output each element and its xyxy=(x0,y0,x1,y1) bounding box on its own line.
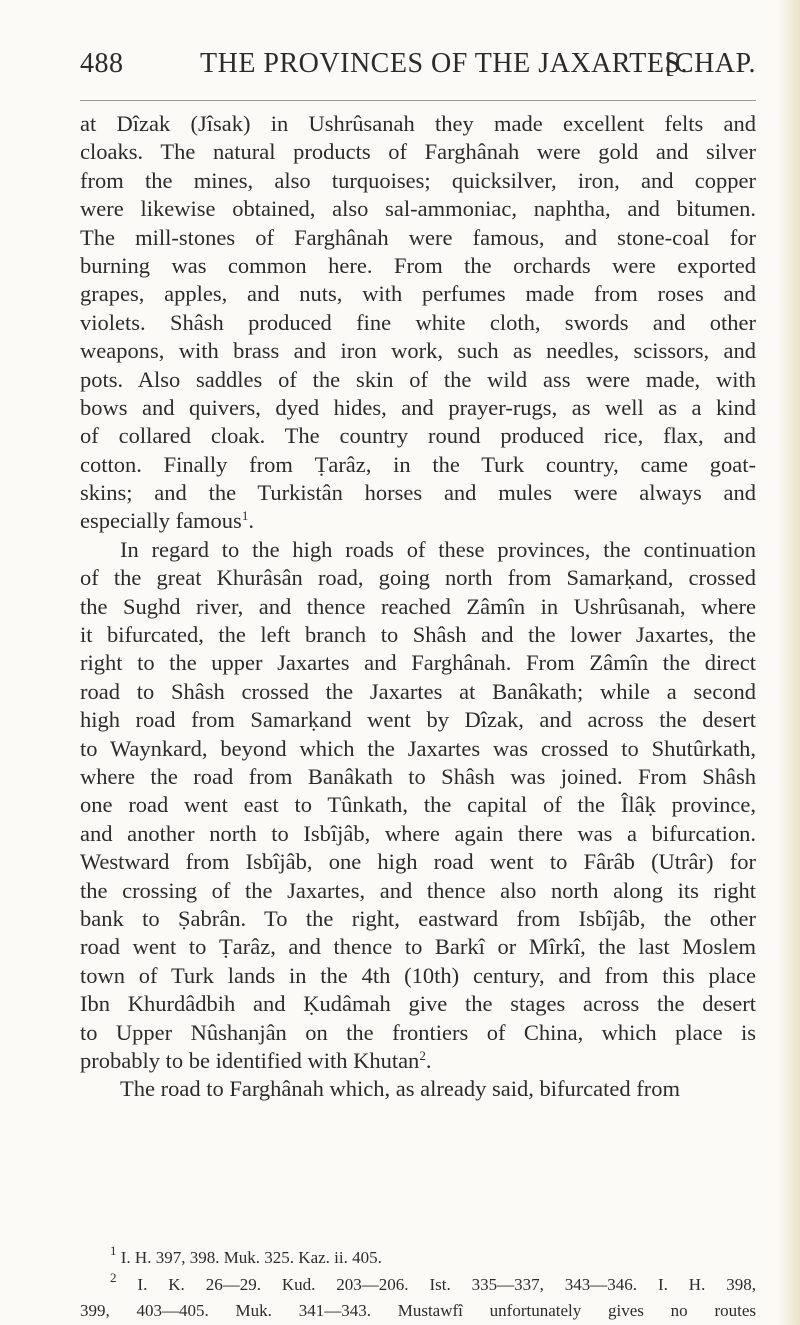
footnote-ref-2: 2 xyxy=(419,1047,426,1063)
running-header xyxy=(80,48,756,88)
text-line: road to Shâsh crossed the Jaxartes at Banâkath; while a second xyxy=(80,678,756,704)
text-line: it bifurcated, the left branch to Shâsh and the lower Jaxartes, the xyxy=(80,622,756,648)
text-line: town of Turk lands in the 4th (10th) century, and from this place xyxy=(80,962,756,988)
text-line: skins; and the Turkistân horses and mules were always and xyxy=(80,480,756,506)
text-line: weapons, with brass and iron work, such as needles, scissors, and xyxy=(80,338,756,364)
text-line: bows and quivers, dyed hides, and prayer-rugs, as well as a kind xyxy=(80,394,756,420)
footnote-1 xyxy=(80,1245,756,1272)
body-text xyxy=(80,110,756,1104)
header-rule xyxy=(80,100,756,101)
text-line: of collared cloak. The country round produced rice, flax, and xyxy=(80,423,756,449)
text-line: Ibn Khurdâdbih and Ḳudâmah give the stages across the desert xyxy=(80,991,756,1017)
text-line: right to the upper Jaxartes and Farghânah. From Zâmîn the direct xyxy=(80,650,756,676)
text-line: road went to Ṭarâz, and thence to Barkî or Mîrkî, the last Moslem xyxy=(80,934,756,960)
text-line: bank to Ṣabrân. To the right, eastward from Isbîjâb, the other xyxy=(80,905,756,931)
text-line: especially famous$^1$. xyxy=(80,508,254,534)
text-line: to Waynkard, beyond which the Jaxartes was crossed to Shutûrkath, xyxy=(80,735,756,761)
text-line: cloaks. The natural products of Farghânah were gold and silver xyxy=(80,139,756,165)
footnotes xyxy=(80,1245,756,1325)
text-line: the crossing of the Jaxartes, and thence also north along its right xyxy=(80,877,756,903)
footnote-2 xyxy=(80,1272,756,1299)
text-line: where the road from Banâkath to Shâsh was joined. From Shâsh xyxy=(80,763,756,789)
text-line: the Sughd river, and thence reached Zâmîn in Ushrûsanah, where xyxy=(80,593,756,619)
footnote-text: I. K. 26—29. Kud. 203—206. Ist. 335—337, 343—346. I. H. 398, xyxy=(137,1274,756,1294)
running-title: THE PROVINCES OF THE JAXARTES. xyxy=(200,48,689,79)
text-line: violets. Shâsh produced fine white cloth, swords and other xyxy=(80,309,756,335)
text-line: to Upper Nûshanjân on the frontiers of China, which place is xyxy=(80,1019,756,1045)
footnote-ref-1: 1 xyxy=(241,508,249,524)
text-line: from the mines, also turquoises; quicksilver, iron, and copper xyxy=(80,167,756,193)
text-line: The mill-stones of Farghânah were famous, and stone-coal for xyxy=(80,224,756,250)
footnote-text: I. H. 397, 398. Muk. 325. Kaz. ii. 405. xyxy=(120,1248,382,1267)
text-line: The road to Farghânah which, as already said, bifurcated from xyxy=(120,1076,681,1102)
text-line: burning was common here. From the orchards were exported xyxy=(80,252,756,278)
text-line: high road from Samarḳand went by Dîzak, and across the desert xyxy=(80,707,756,733)
footnote-mark-1: 1 xyxy=(110,1245,117,1258)
text-line: one road went east to Tûnkath, the capital of the Îlâḳ province, xyxy=(80,792,756,818)
page-number: 488 xyxy=(80,48,124,79)
text-line: In regard to the high roads of these provinces, the continuation xyxy=(120,536,756,562)
footnote-mark-2: 2 xyxy=(110,1271,117,1285)
page-edge-shadow xyxy=(778,0,800,1325)
text-line: probably to be identified with Khutan$^2$. xyxy=(80,1047,432,1073)
line-text: probably to be identified with Khutan xyxy=(80,1047,420,1073)
text-line: cotton. Finally from Ṭarâz, in the Turk country, came goat- xyxy=(80,451,756,477)
text-line: pots. Also saddles of the skin of the wild ass were made, with xyxy=(80,366,756,392)
line-text: especially famous xyxy=(80,508,242,534)
text-line: Westward from Isbîjâb, one high road went to Fârâb (Utrâr) for xyxy=(80,849,756,875)
text-line: grapes, apples, and nuts, with perfumes made from roses and xyxy=(80,281,756,307)
text-line: at Dîzak (Jîsak) in Ushrûsanah they made excellent felts and xyxy=(80,111,756,136)
footnote-2-continued: 399, 403—405. Muk. 341—343. Mustawfî unfortunately gives no routes xyxy=(80,1301,756,1320)
text-line: were likewise obtained, also sal-ammoniac, naphtha, and bitumen. xyxy=(80,196,756,222)
text-line: and another north to Isbîjâb, where again there was a bifurcation. xyxy=(80,820,756,846)
chapter-label: [CHAP. xyxy=(665,48,756,79)
text-line: of the great Khurâsân road, going north from Samarḳand, crossed xyxy=(80,565,756,591)
